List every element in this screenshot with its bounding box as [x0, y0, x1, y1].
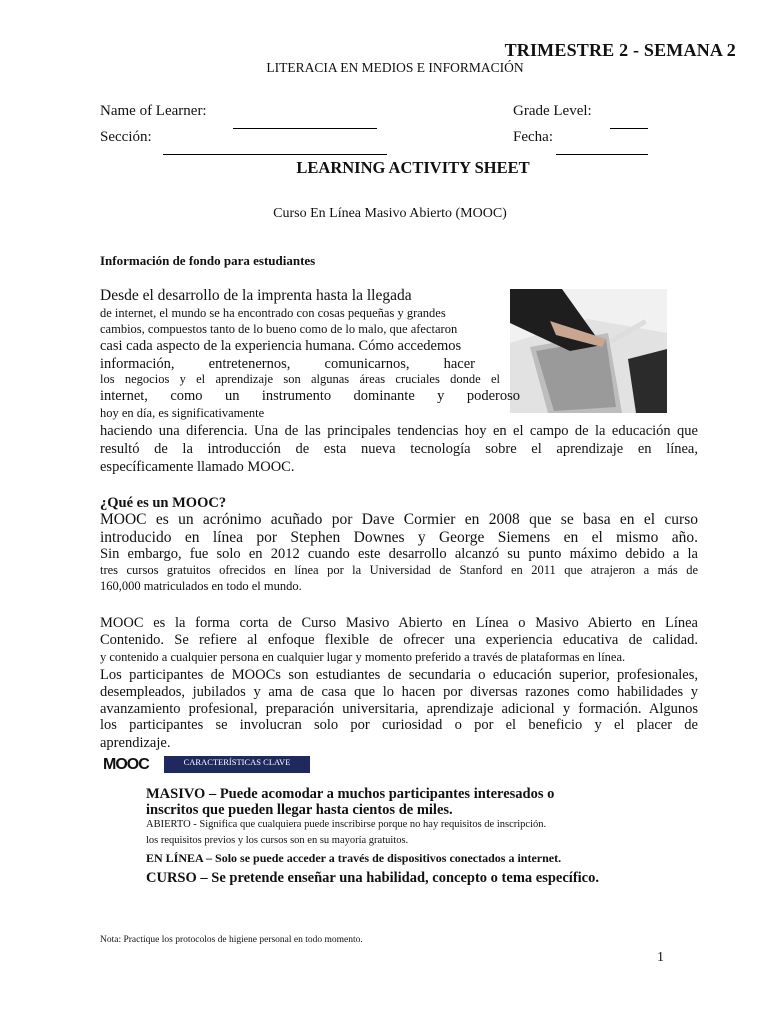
- intro-line-3: cambios, compuestos tanto de lo bueno como de lo malo, que afectaron: [100, 322, 458, 336]
- grade-label: Grade Level:: [513, 103, 592, 119]
- intro-line-8: hoy en día, es significativamente: [100, 406, 265, 420]
- form-line-7: los participantes se involucran solo por curiosidad o por el beneficio y el placer de: [100, 717, 698, 733]
- footer-note: Nota: Practique los protocolos de higiene personal en todo momento.: [100, 935, 363, 945]
- date-label: Fecha:: [513, 129, 553, 145]
- intro-line-7: internet, como un instrumento dominante y poderoso: [100, 388, 520, 404]
- key-features-banner: [100, 755, 310, 775]
- trimester-heading: TRIMESTRE 2 - SEMANA 2: [504, 40, 736, 60]
- intro-line-9: haciendo una diferencia. Una de las principales tendencias hoy en el campo de la educación que: [100, 423, 698, 439]
- intro-line-1: Desde el desarrollo de la imprenta hasta la llegada: [100, 287, 412, 304]
- mooc-logo: MOOC: [103, 756, 149, 773]
- feature-masivo-2: inscritos que pueden llegar hasta cientos de miles.: [146, 802, 453, 818]
- feature-abierto-2: los requisitos previos y los cursos son en su mayoría gratuitos.: [146, 835, 409, 846]
- subject-title: LITERACIA EN MEDIOS E INFORMACIÓN: [266, 60, 524, 75]
- grade-line: [610, 128, 648, 129]
- feature-masivo-1: MASIVO – Puede acomodar a muchos participantes interesados o: [146, 786, 555, 802]
- date-line: [556, 154, 648, 155]
- feature-en-linea: EN LÍNEA – Solo se puede acceder a través de dispositivos conectados a internet.: [146, 851, 562, 865]
- intro-line-2: de internet, el mundo se ha encontrado con cosas pequeñas y grandes: [100, 306, 446, 320]
- what-heading: ¿Qué es un MOOC?: [100, 495, 227, 511]
- what-line-3: Sin embargo, fue solo en 2012 cuando este desarrollo alcanzó su punto máximo debido a la: [100, 546, 698, 562]
- what-line-1: MOOC es un acrónimo acuñado por Dave Cormier en 2008 que se basa en el curso: [100, 511, 698, 528]
- feature-curso: CURSO – Se pretende enseñar una habilidad, concepto o tema específico.: [146, 870, 599, 886]
- form-line-5: desempleados, jubilados y ama de casa que lo hacen por diversas razones como habilidades y: [100, 684, 698, 700]
- what-line-4: tres cursos gratuitos ofrecidos en línea por la Universidad de Stanford en 2011 que atrajeron a más de: [100, 563, 698, 577]
- page-number: 1: [657, 950, 664, 965]
- sheet-title: LEARNING ACTIVITY SHEET: [296, 158, 530, 177]
- form-line-8: aprendizaje.: [100, 735, 171, 751]
- section-label: Sección:: [100, 129, 152, 145]
- section-line: [163, 154, 387, 155]
- form-line-4: Los participantes de MOOCs son estudiantes de secundaria o educación superior, profesionales,: [100, 667, 698, 683]
- key-features-band: CARACTERÍSTICAS CLAVE: [164, 756, 310, 773]
- form-line-6: avanzamiento profesional, preparación universitaria, aprendizaje adicional y formación. Algunos: [100, 701, 698, 717]
- intro-line-4: casi cada aspecto de la experiencia humana. Cómo accedemos: [100, 338, 462, 354]
- laptop-photo: [510, 289, 667, 413]
- intro-line-10: resultó de la introducción de esta nueva tecnología sobre el aprendizaje en línea,: [100, 441, 698, 457]
- form-line-2: Contenido. Se refiere al enfoque flexible de ofrecer una experiencia educativa de calidad.: [100, 632, 698, 648]
- intro-line-11: específicamente llamado MOOC.: [100, 459, 295, 475]
- name-label: Name of Learner:: [100, 103, 207, 119]
- what-line-5: 160,000 matriculados en todo el mundo.: [100, 579, 302, 593]
- form-line-1: MOOC es la forma corta de Curso Masivo Abierto en Línea o Masivo Abierto en Línea: [100, 615, 698, 631]
- feature-abierto-1: ABIERTO - Significa que cualquiera puede inscribirse porque no hay requisitos de inscripción.: [146, 819, 547, 830]
- intro-line-5: información, entretenernos, comunicarnos, hacer: [100, 356, 475, 372]
- background-heading: Información de fondo para estudiantes: [100, 253, 316, 268]
- name-line: [233, 128, 377, 129]
- form-line-3: y contenido a cualquier persona en cualquier lugar y momento preferido a través de plataformas en línea.: [100, 650, 626, 664]
- sheet-subtitle: Curso En Línea Masivo Abierto (MOOC): [273, 206, 507, 221]
- intro-line-6: los negocios y el aprendizaje son algunas áreas cruciales donde el: [100, 372, 500, 386]
- what-line-2: introducido en línea por Stephen Downes y George Siemens en el mismo año.: [100, 529, 698, 546]
